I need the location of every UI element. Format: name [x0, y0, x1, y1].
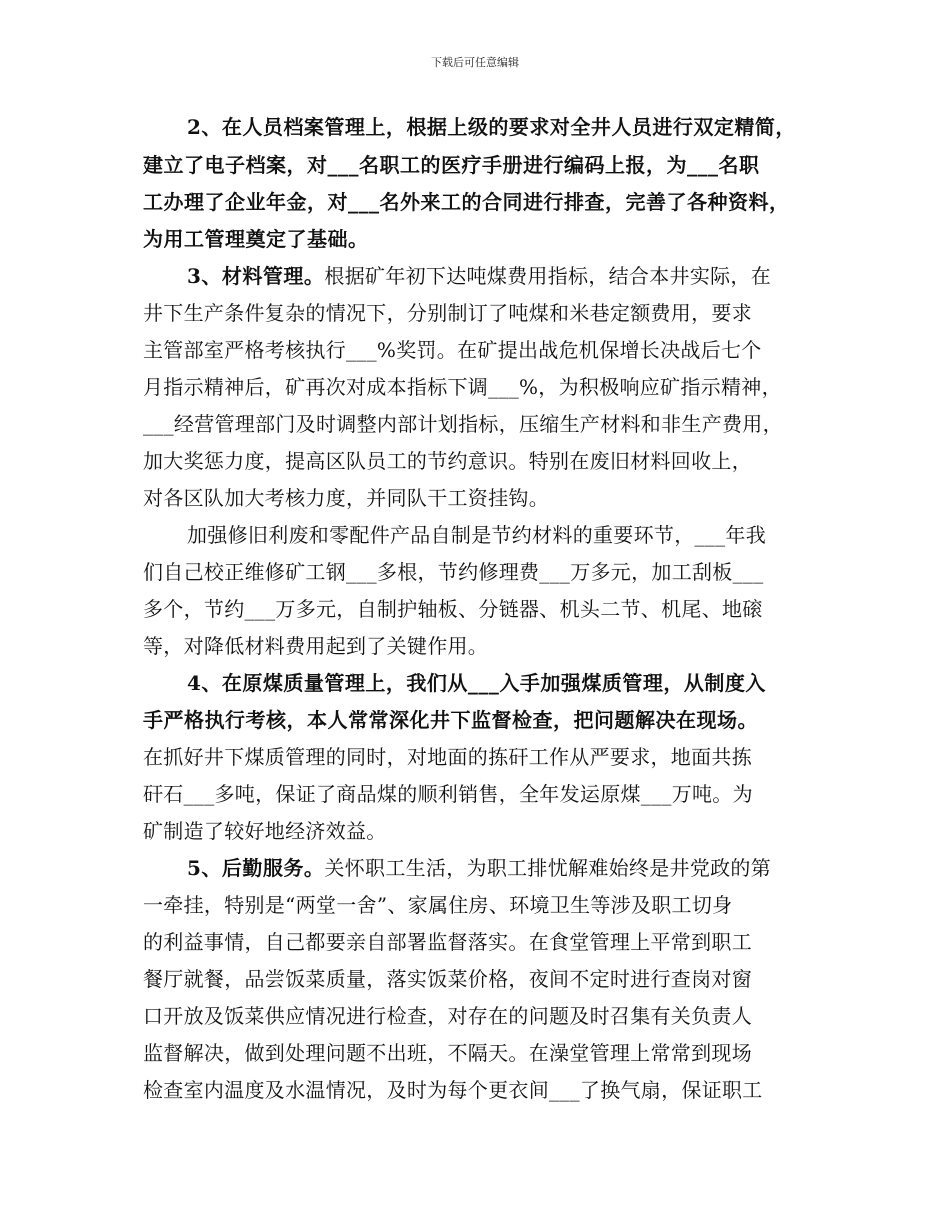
- paragraph-line: 手严格执行考核，本人常常深化井下监督检查，把问题解决在现场。: [143, 708, 758, 732]
- paragraph-line: 工办理了企业年金，对___名外来工的合同进行排查，完善了各种资料，: [143, 190, 790, 214]
- section-heading: 5、后勤服务。: [187, 856, 325, 880]
- paragraph-line: [187, 264, 771, 288]
- page-header: 下载后可任意编辑: [431, 56, 519, 69]
- paragraph-line: 月指示精神后，矿再次对成本指标下调___%，为积极响应矿指示精神，: [143, 375, 782, 399]
- paragraph-line: 建立了电子档案，对___名职工的医疗手册进行编码上报，为___名职: [143, 153, 760, 177]
- paragraph-line: 主管部室严格考核执行___%奖罚。在矿提出战危机保增长决战后七个: [143, 338, 762, 362]
- paragraph-line: 矿制造了较好地经济效益。: [143, 819, 387, 843]
- paragraph-line: 餐厅就餐，品尝饭菜质量，落实饭菜价格，夜间不定时进行查岗对窗: [143, 967, 752, 991]
- paragraph-line: 口开放及饭菜供应情况进行检查，对存在的问题及时召集有关负责人: [143, 1004, 752, 1028]
- paragraph-line: 监督解决，做到处理问题不出班，不隔天。在澡堂管理上常常到现场: [143, 1041, 752, 1065]
- section-heading: 3、材料管理。: [187, 264, 325, 288]
- paragraph-line: [187, 856, 771, 880]
- paragraph-line: 矸石___多吨，保证了商品煤的顺利销售，全年发运原煤___万吨。为: [143, 782, 753, 806]
- paragraph-line: 对各区队加大考核力度，并同队干工资挂钩。: [143, 486, 549, 510]
- paragraph-line: 一牵挂，特别是“两堂一舍”、家属住房、环境卫生等涉及职工切身: [143, 893, 733, 917]
- paragraph-line: 的利益事情，自己都要亲自部署监督落实。在食堂管理上平常到职工: [143, 930, 752, 954]
- paragraph-line: 检查室内温度及水温情况，及时为每个更衣间___了换气扇，保证职工: [143, 1078, 763, 1102]
- paragraph-line: 在抓好井下煤质管理的同时，对地面的拣矸工作从严要求，地面共拣: [143, 745, 752, 769]
- paragraph-line: 为用工管理奠定了基础。: [143, 227, 369, 251]
- paragraph-line: 2、在人员档案管理上，根据上级的要求对全井人员进行双定精简，: [187, 115, 796, 139]
- paragraph-line: 井下生产条件复杂的情况下，分别制订了吨煤和米巷定额费用，要求: [143, 301, 752, 325]
- paragraph-line: ___经营管理部门及时调整内部计划指标，压缩生产材料和非生产费用，: [143, 412, 783, 436]
- paragraph-text: 根据矿年初下达吨煤费用指标，结合本井实际，在: [324, 264, 772, 288]
- paragraph-line: 多个，节约___万多元，自制护轴板、分链器、机头二节、机尾、地磙: [143, 597, 763, 621]
- paragraph-text: 关怀职工生活，为职工排忧解难始终是井党政的第: [324, 856, 772, 880]
- paragraph-line: 们自己校正维修矿工钢___多根，节约修理费___万多元，加工刮板___: [143, 560, 764, 584]
- paragraph-line: 加强修旧利废和零配件产品自制是节约材料的重要环节，___年我: [187, 523, 766, 547]
- paragraph-line: 等，对降低材料费用起到了关键作用。: [143, 634, 489, 658]
- paragraph-line: 4、在原煤质量管理上，我们从___入手加强煤质管理，从制度入: [187, 671, 766, 695]
- paragraph-line: 加大奖惩力度，提高区队员工的节约意识。特别在废旧材料回收上，: [143, 449, 752, 473]
